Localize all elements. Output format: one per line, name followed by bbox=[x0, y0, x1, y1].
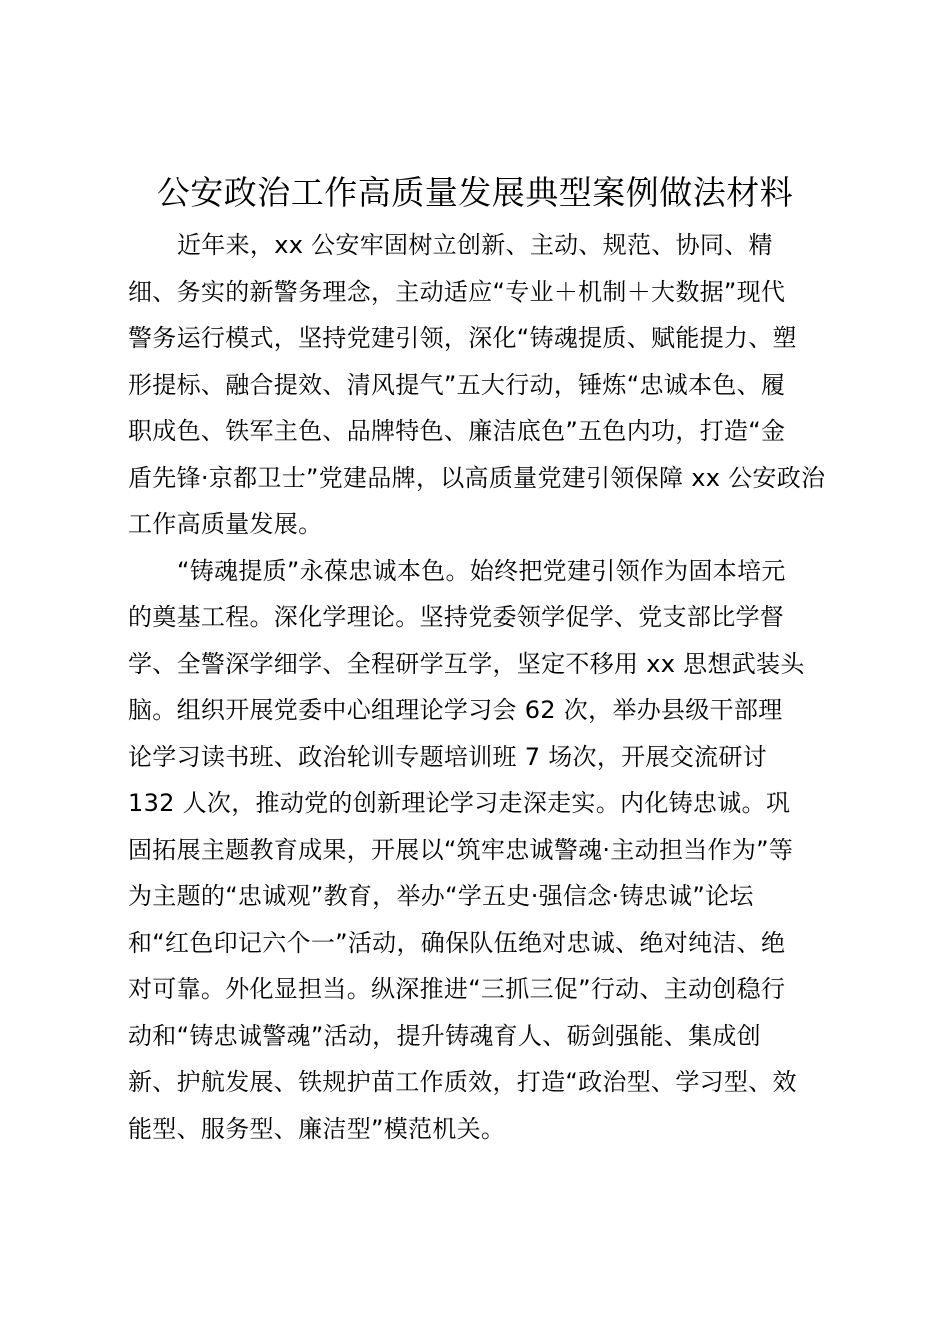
paragraph-1-line-5: 职成色、铁军主色、品牌特色、廉洁底色”五色内功，打造“金 bbox=[128, 417, 786, 445]
paragraph-1-line-2: 细、务实的新警务理念，主动适应“专业＋机制＋大数据”现代 bbox=[128, 277, 786, 306]
document-title: 公安政治工作高质量发展典型案例做法材料 bbox=[156, 173, 794, 212]
paragraph-2-line-3: 学、全警深学细学、全程研学互学，坚定不移用 xx 思想武装头 bbox=[128, 649, 805, 678]
paragraph-2-line-2: 的奠基工程。深化学理论。坚持党委领学促学、党支部比学督 bbox=[128, 603, 785, 631]
paragraph-1-line-6: 盾先锋·京都卫士”党建品牌，以高质量党建引领保障 xx 公安政治 bbox=[128, 463, 826, 492]
paragraph-1-line-3: 警务运行模式，坚持党建引领，深化“铸魂提质、赋能提力、塑 bbox=[128, 324, 797, 352]
paragraph-2-line-9: 和“红色印记六个一”活动，确保队伍绝对忠诚、绝对纯洁、绝 bbox=[128, 928, 786, 957]
paragraph-1-line-7: 工作高质量发展。 bbox=[128, 510, 323, 538]
paragraph-2-line-7: 固拓展主题教育成果，开展以“筑牢忠诚警魂·主动担当作为”等 bbox=[128, 835, 794, 864]
paragraph-2-line-11: 动和“铸忠诚警魂”活动，提升铸魂育人、砺剑强能、集成创 bbox=[128, 1021, 761, 1050]
paragraph-1-line-1: 近年来，xx 公安牢固树立创新、主动、规范、协同、精 bbox=[177, 231, 773, 259]
paragraph-2-line-1: “铸魂提质”永葆忠诚本色。始终把党建引领作为固本培元 bbox=[177, 556, 786, 585]
paragraph-2-line-12: 新、护航发展、铁规护苗工作质效，打造“政治型、学习型、效 bbox=[128, 1068, 797, 1096]
paragraph-2-line-6: 132 人次，推动党的创新理论学习走深走实。内化铸忠诚。巩 bbox=[128, 789, 791, 817]
paragraph-2-line-10: 对可靠。外化显担当。纵深推进“三抓三促”行动、主动创稳行 bbox=[128, 975, 786, 1003]
paragraph-2-line-13: 能型、服务型、廉洁型”模范机关。 bbox=[128, 1114, 506, 1143]
paragraph-2-line-8: 为主题的“忠诚观”教育，举办“学五史·强信念·铸忠诚”论坛 bbox=[128, 882, 754, 910]
paragraph-2-line-4: 脑。组织开展党委中心组理论学习会 62 次，举办县级干部理 bbox=[128, 696, 783, 724]
paragraph-1-line-4: 形提标、融合提效、清风提气”五大行动，锤炼“忠诚本色、履 bbox=[128, 370, 786, 399]
paragraph-2-line-5: 论学习读书班、政治轮训专题培训班 7 场次，开展交流研讨 bbox=[128, 742, 767, 771]
document-body bbox=[128, 222, 838, 1152]
